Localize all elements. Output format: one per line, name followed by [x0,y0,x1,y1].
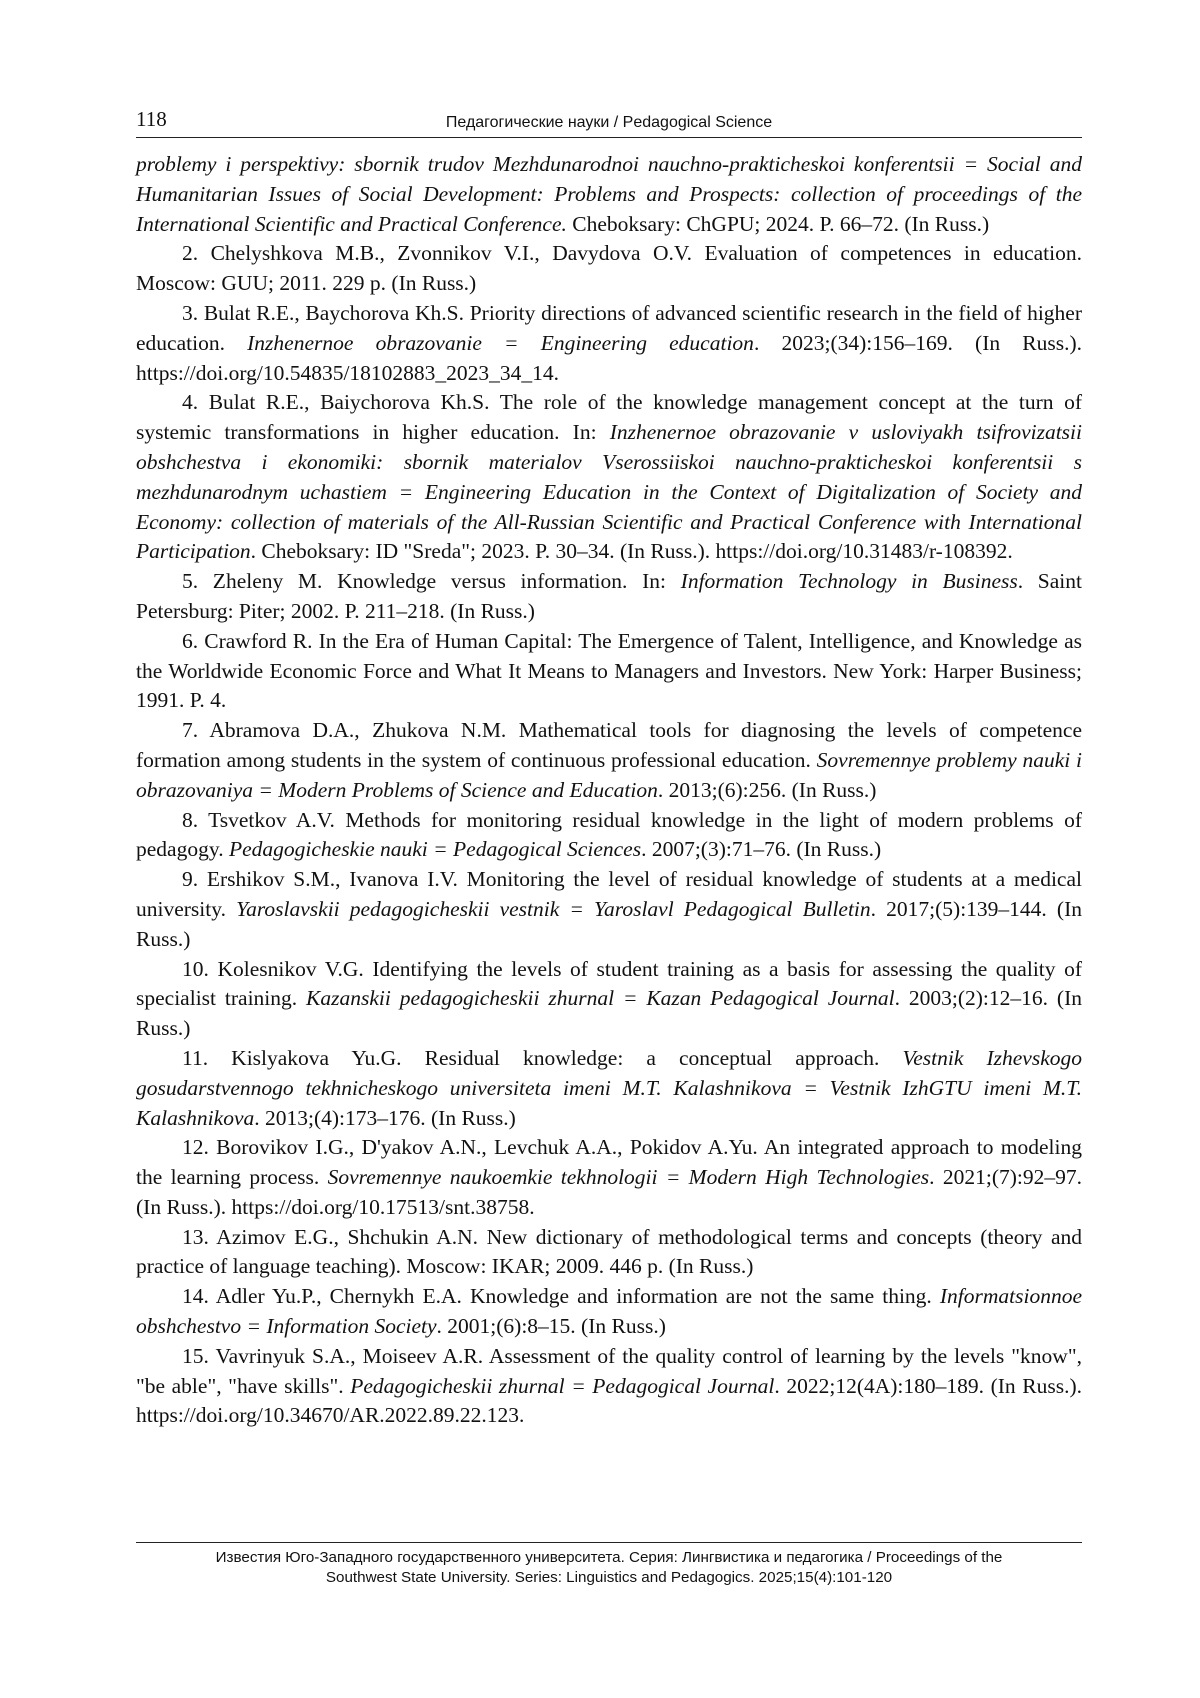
reference-7 [136,716,1082,805]
running-head: Педагогические науки / Pedagogical Science [445,114,773,131]
reference-13 [136,1223,1082,1283]
reference-text: 10. Kolesnikov V.G. Identifying the levels of student training as a basis for assessing the quality of specialist training. [136,956,1082,1011]
reference-6 [136,627,1082,716]
reference-source: problemy i perspektivy: sbornik trudov Mezhdunarodnoi nauchno-prakticheskoi konferentsii = Social and Humanitarian Issues of Social Development: Problems and Prospects: collection of proceedings of the International Scientific and Practical Conference. [136,152,1082,236]
reference-text: 7. Abramova D.A., Zhukova N.M. Mathematical tools for diagnosing the levels of competence formation among students in the system of continuous professional education. [136,718,1082,772]
reference-source: Yaroslavskii pedagogicheskii vestnik = Yaroslavl Pedagogical Bulletin [236,896,871,921]
reference-4 [136,388,1082,567]
reference-3 [136,299,1082,388]
reference-1-continued [136,150,1082,239]
reference-14 [136,1282,1082,1342]
reference-text: 14. Adler Yu.P., Chernykh E.A. Knowledge and information are not the same thing. [182,1284,940,1309]
reference-text: 12. Borovikov I.G., D'yakov A.N., Levchuk A.A., Pokidov A.Yu. An integrated approach to modeling the learning process. [136,1135,1082,1190]
reference-text: 13. Azimov E.G., Shchukin A.N. New dictionary of methodological terms and concepts (theory and practice of language teaching). Moscow: IKAR; 2009. 446 p. (In Russ.) [136,1224,1082,1279]
reference-source: Inzhenernoe obrazovanie v usloviyakh tsifrovizatsii obshchestva i ekonomiki: sbornik materialov Vserossiiskoi nauchno-prakticheskoi konferentsii s mezhdunarodnym uchastiem = Engineering Education in the Context of Digitalization of Society and Economy: collection of materials of the All-Russian Scientific and Practical Conference with International Participation [136,420,1082,564]
reference-details: . Cheboksary: ID "Sreda"; 2023. P. 30–34. (In Russ.). https://doi.org/10.31483/r-108392. [250,539,1013,564]
footer-line-2: Southwest State University. Series: Linguistics and Pedagogics. 2025;15(4):101-120 [325,1569,893,1586]
reference-details: . 2003;(2):12–16. (In Russ.) [136,986,1082,1041]
reference-source: Sovremennye naukoemkie tekhnologii = Modern High Technologies [327,1165,930,1190]
reference-text: 3. Bulat R.E., Baychorova Kh.S. Priority directions of advanced scientific research in the field of higher education. [136,300,1082,355]
reference-5 [136,567,1082,627]
reference-text: 15. Vavrinyuk S.A., Moiseev A.R. Assessment of the quality control of learning by the levels "know", "be able", "have skills". [136,1343,1082,1398]
reference-text: 6. Crawford R. In the Era of Human Capital: The Emergence of Talent, Intelligence, and Knowledge as the Worldwide Economic Force and What It Means to Managers and Investors. New York: Harper Business; 1991. P. 4. [136,628,1082,713]
reference-details: . 2013;(6):256. (In Russ.) [657,777,877,802]
reference-9 [136,865,1082,954]
reference-details: Cheboksary: ChGPU; 2024. P. 66–72. (In Russ.) [566,211,990,236]
reference-2 [136,239,1082,299]
reference-text: 11. Kislyakova Yu.G. Residual knowledge: a conceptual approach. [182,1045,903,1070]
reference-text: 5. Zheleny M. Knowledge versus information. In: [182,569,681,594]
reference-source: Kazanskii pedagogicheskii zhurnal = Kazan Pedagogical Journal [306,986,895,1011]
reference-list [136,150,1082,1431]
reference-details: . 2017;(5):139–144. (In Russ.) [136,896,1082,951]
reference-details: . Saint Petersburg: Piter; 2002. P. 211–218. (In Russ.) [136,569,1082,623]
reference-source: Inzhenernoe obrazovanie = Engineering education [247,330,754,355]
footer-line-1: Известия Юго-Западного государственного университета. Серия: Лингвистика и педагогика / Proceedings of the [215,1549,1003,1566]
reference-source: Pedagogicheskie nauki = Pedagogical Sciences [228,837,642,862]
footer [136,1548,1082,1588]
reference-text: 9. Ershikov S.M., Ivanova I.V. Monitoring the level of residual knowledge of students at a medical university. [136,867,1082,921]
footer-rule [136,1542,1082,1543]
reference-details: . 2023;(34):156–169. (In Russ.). https://doi.org/10.54835/18102883_2023_34_14. [136,330,1083,385]
reference-details: . 2007;(3):71–76. (In Russ.) [641,837,882,862]
reference-details: . 2022;12(4A):180–189. (In Russ.). https://doi.org/10.34670/AR.2022.89.22.123. [136,1373,1082,1428]
reference-source: Vestnik Izhevskogo gosudarstvennogo tekhnicheskogo universiteta imeni M.T. Kalashnikova = Vestnik IzhGTU imeni M.T. Kalashnikova [136,1045,1082,1130]
reference-details: . 2001;(6):8–15. (In Russ.) [436,1314,666,1339]
reference-text: 4. Bulat R.E., Baiychorova Kh.S. The role of the knowledge management concept at the turn of systemic transformations in higher education. In: [136,390,1082,445]
reference-details: . 2013;(4):173–176. (In Russ.) [254,1105,516,1130]
reference-8 [136,806,1082,866]
header-rule [136,137,1082,138]
reference-source: Pedagogicheskii zhurnal = Pedagogical Journal [350,1373,775,1398]
reference-source: Information Technology in Business [680,569,1018,594]
reference-source: Informatsionnoe obshchestvo = Information Society [136,1284,1082,1339]
reference-source: Sovremennye problemy nauki i obrazovaniya = Modern Problems of Science and Education [136,747,1082,802]
reference-text: 8. Tsvetkov A.V. Methods for monitoring residual knowledge in the light of modern problems of pedagogy. [136,807,1082,862]
page-number: 118 [136,107,167,131]
reference-10 [136,955,1082,1044]
reference-11 [136,1044,1082,1133]
reference-15 [136,1342,1082,1431]
reference-12 [136,1133,1082,1222]
reference-details: . 2021;(7):92–97. (In Russ.). https://doi.org/10.17513/snt.38758. [136,1165,1082,1219]
reference-text: 2. Chelyshkova M.B., Zvonnikov V.I., Davydova O.V. Evaluation of competences in education. Moscow: GUU; 2011. 229 p. (In Russ.) [136,241,1082,296]
